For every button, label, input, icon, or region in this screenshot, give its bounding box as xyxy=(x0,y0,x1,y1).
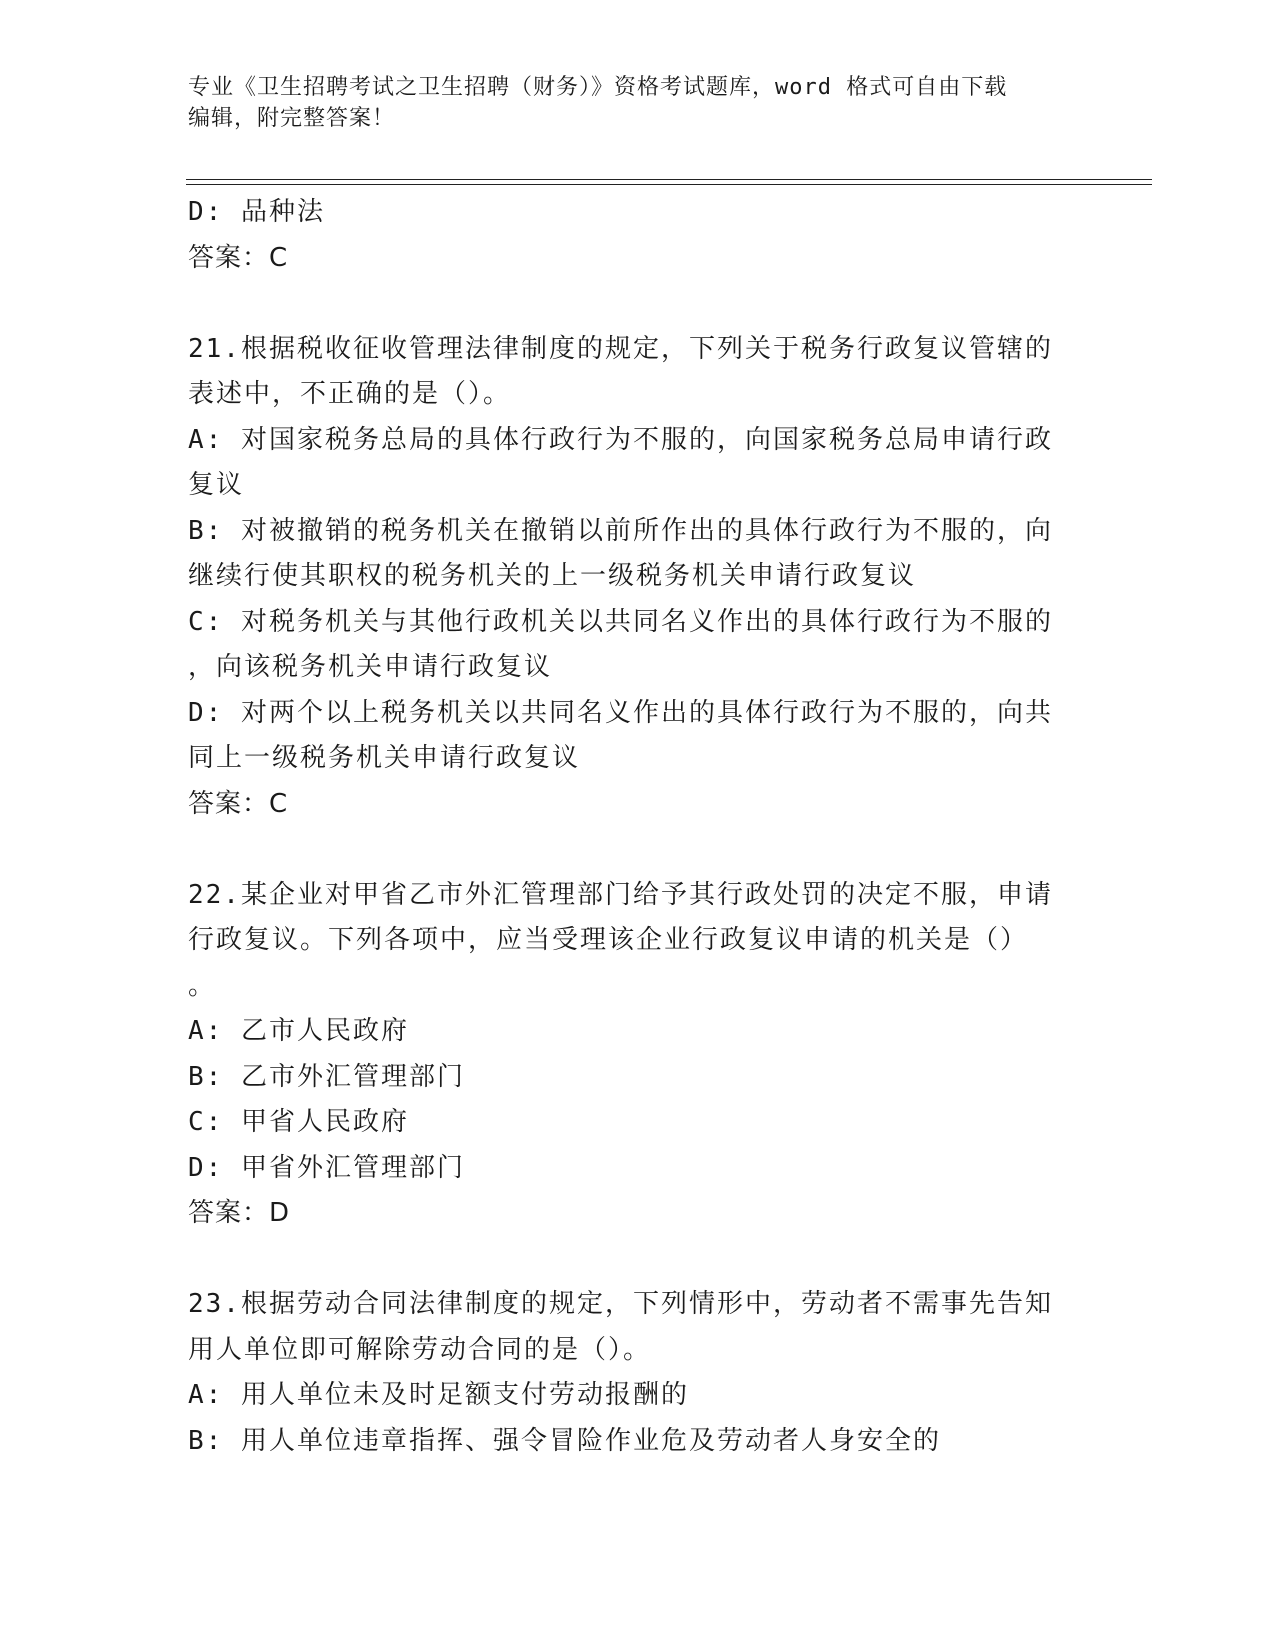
spacer xyxy=(188,281,1088,327)
question-content xyxy=(188,190,1088,1464)
prev-answer: 答案：C xyxy=(188,242,289,273)
q23-stem-line-2: 用人单位即可解除劳动合同的是（）。 xyxy=(188,1334,652,1365)
question-22 xyxy=(188,873,1088,1237)
q22-stem-line-1: 22.某企业对甲省乙市外汇管理部门给予其行政处罚的决定不服，申请 xyxy=(188,879,1053,910)
q22-option-a: A: 乙市人民政府 xyxy=(188,1016,409,1046)
q22-option-d: D: 甲省外汇管理部门 xyxy=(188,1152,465,1183)
page-header xyxy=(188,72,1068,134)
q22-stem-line-3: 。 xyxy=(188,970,217,1001)
header-line-1: 专业《卫生招聘考试之卫生招聘（财务）》资格考试题库，word 格式可自由下载 xyxy=(188,75,1008,100)
q21-option-c-line-1: C: 对税务机关与其他行政机关以共同名义作出的具体行政行为不服的 xyxy=(188,606,1053,637)
q21-option-b-line-2: 继续行使其职权的税务机关的上一级税务机关申请行政复议 xyxy=(188,561,917,591)
q21-option-d-line-2: 同上一级税务机关申请行政复议 xyxy=(188,743,581,773)
q22-option-c: C: 甲省人民政府 xyxy=(188,1107,409,1137)
q23-stem-line-1: 23.根据劳动合同法律制度的规定，下列情形中，劳动者不需事先告知 xyxy=(188,1289,1053,1319)
q22-answer: 答案：D xyxy=(188,1198,291,1228)
q21-answer: 答案：C xyxy=(188,788,289,819)
question-21 xyxy=(188,327,1088,828)
q22-option-b: B: 乙市外汇管理部门 xyxy=(188,1061,465,1092)
q21-option-c-line-2: ，向该税务机关申请行政复议 xyxy=(188,652,553,682)
q21-option-a-line-2: 复议 xyxy=(188,470,245,500)
q21-option-a-line-1: A: 对国家税务总局的具体行政行为不服的，向国家税务总局申请行政 xyxy=(188,424,1053,455)
prev-option-d: D: 品种法 xyxy=(188,197,325,227)
q21-stem-line-2: 表述中，不正确的是（）。 xyxy=(188,379,512,409)
q22-stem-line-2: 行政复议。下列各项中，应当受理该企业行政复议申请的机关是（） xyxy=(188,925,1029,955)
header-line-2: 编辑，附完整答案！ xyxy=(188,106,396,131)
q23-option-b: B: 用人单位违章指挥、强令冒险作业危及劳动者人身安全的 xyxy=(188,1425,941,1456)
spacer xyxy=(188,827,1088,873)
question-23 xyxy=(188,1282,1088,1464)
q21-option-d-line-1: D: 对两个以上税务机关以共同名义作出的具体行政行为不服的，向共 xyxy=(188,697,1053,728)
header-rule-bottom xyxy=(186,184,1152,185)
q23-option-a: A: 用人单位未及时足额支付劳动报酬的 xyxy=(188,1380,689,1410)
q21-option-b-line-1: B: 对被撤销的税务机关在撤销以前所作出的具体行政行为不服的，向 xyxy=(188,515,1053,546)
header-rule-top xyxy=(186,179,1152,180)
q21-stem-line-1: 21.根据税收征收管理法律制度的规定，下列关于税务行政复议管辖的 xyxy=(188,333,1053,364)
spacer xyxy=(188,1237,1088,1283)
